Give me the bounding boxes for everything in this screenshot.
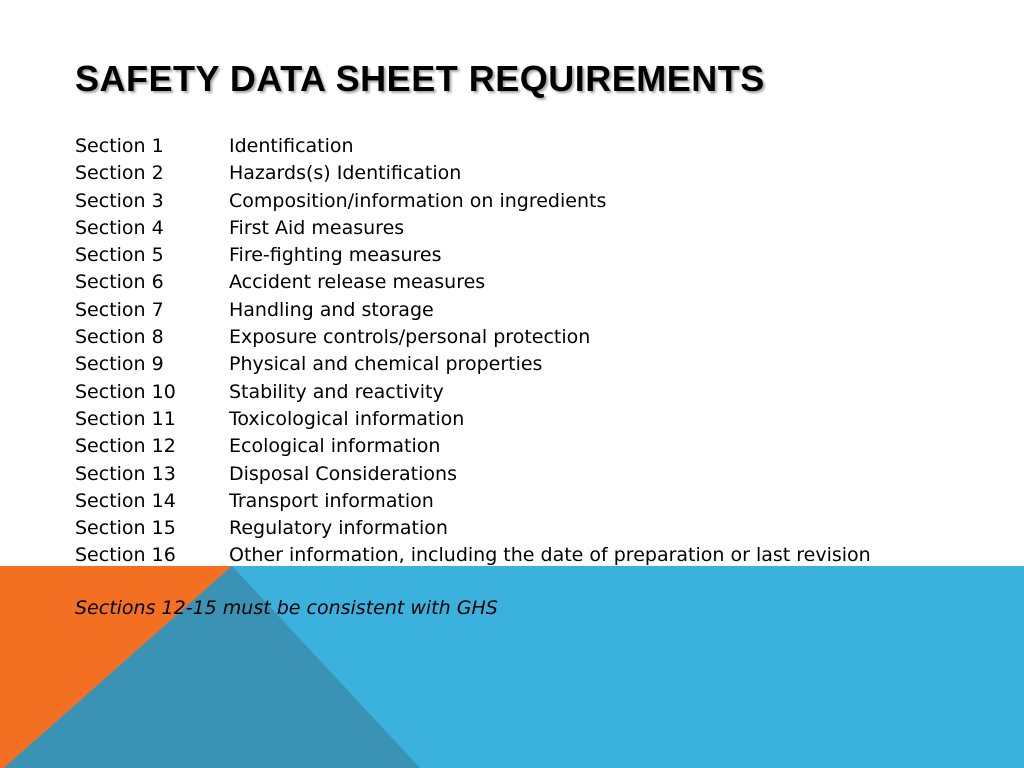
section-label: Section 4 [75,216,164,239]
section-row [75,215,871,242]
section-row [75,351,871,378]
section-description: Stability and reactivity [229,380,444,403]
section-description: Accident release measures [229,271,486,294]
section-label: Section 13 [75,462,176,485]
sections-list [75,133,871,570]
section-label: Section 14 [75,489,176,512]
section-row [75,160,871,187]
section-description: Ecological information [229,435,441,458]
section-description: Composition/information on ingredients [229,189,607,212]
section-row [75,488,871,515]
section-label: Section 5 [75,244,164,267]
section-description: Other information, including the date of preparation or last revision [229,544,871,567]
section-label: Section 7 [75,298,164,321]
section-description: Handling and storage [229,298,434,321]
section-label: Section 1 [75,135,164,157]
section-row [75,433,871,460]
section-row [75,297,871,324]
section-row [75,461,871,488]
section-description: Fire-fighting measures [229,244,442,267]
section-description: Regulatory information [229,517,448,540]
slide-title: SAFETY DATA SHEET REQUIREMENTS [75,58,765,99]
section-label: Section 3 [75,189,164,212]
section-label: Section 16 [75,544,176,567]
section-row [75,188,871,215]
section-label: Section 12 [75,435,176,458]
section-row [75,133,871,160]
section-label: Section 2 [75,162,164,185]
section-description: Disposal Considerations [229,462,457,485]
section-row [75,269,871,296]
section-description: First Aid measures [229,216,405,239]
section-label: Section 8 [75,326,164,349]
section-row [75,406,871,433]
section-description: Transport information [229,489,434,512]
section-description: Physical and chemical properties [229,353,543,376]
ghs-footnote: Sections 12-15 must be consistent with GHS [75,597,498,619]
section-row [75,242,871,269]
section-row [75,542,871,569]
section-label: Section 10 [75,380,176,403]
section-description: Exposure controls/personal protection [229,326,591,349]
section-description: Toxicological information [229,407,465,430]
section-description: Hazards(s) Identification [229,162,462,185]
section-label: Section 11 [75,407,176,430]
section-description: Identification [229,135,354,157]
section-label: Section 6 [75,271,164,294]
section-label: Section 9 [75,353,164,376]
section-row [75,379,871,406]
section-row [75,324,871,351]
section-row [75,515,871,542]
section-label: Section 15 [75,517,176,540]
